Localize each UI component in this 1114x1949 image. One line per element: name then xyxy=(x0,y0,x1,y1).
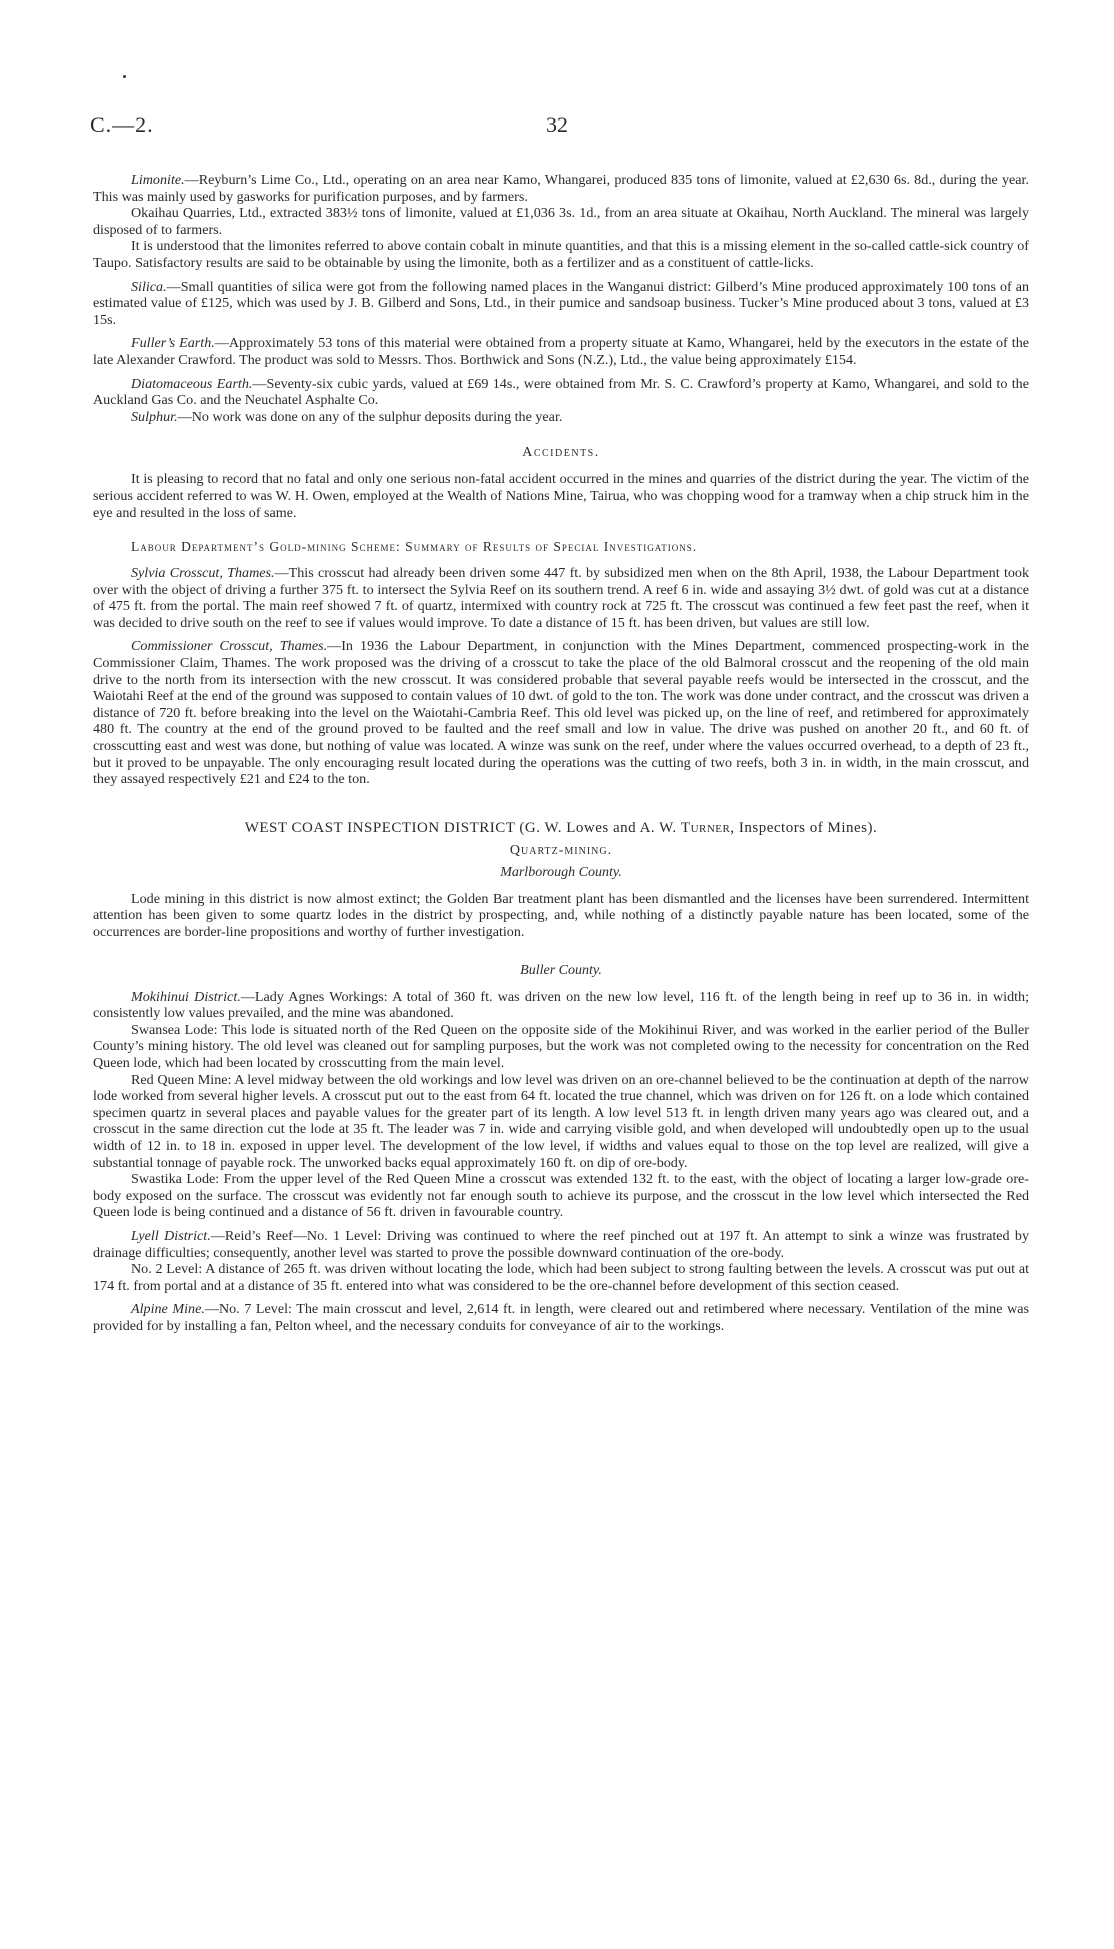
paragraph-lead: Limonite. xyxy=(131,172,185,188)
paragraph xyxy=(93,172,1029,205)
labour-scheme-section xyxy=(93,565,1029,788)
paragraph xyxy=(93,565,1029,631)
paragraph-text: It is understood that the limonites referred to above contain cobalt in minute quantities, and that this is a missing element in the so-called cattle-sick country of Taupo. Satisfactory results are said to be obtainable by using the limonite, both as a fertilizer and as a constituent of cattle-licks. xyxy=(93,238,1029,271)
paragraph-lead: Lyell District. xyxy=(131,1227,211,1244)
accidents-heading: Accidents. xyxy=(522,445,600,461)
paragraph-text: —Lady Agnes Workings: A total of 360 ft. was driven on the new low level, 116 ft. of the length being in reef up to 36 in. in width; consistently low values prevailed, and the mine was abandoned. xyxy=(93,988,1029,1022)
quartz-mining-heading: Quartz-mining. xyxy=(509,842,613,858)
paragraph-text: —Seventy-six cubic yards, valued at £69 14s., were obtained from Mr. S. C. Crawford’s property at Kamo, Whangarei, and sold to the Auckland Gas Co. and the Neuchatel Asphalte Co. xyxy=(93,375,1029,409)
paragraph xyxy=(93,205,1029,238)
paragraph xyxy=(93,1301,1029,1334)
paragraph xyxy=(93,335,1029,368)
paragraph-text: Swastika Lode: From the upper level of the Red Queen Mine a crosscut was extended 132 ft. to the east, with the object of locating a larger low-grade ore-body exposed on the surface. The crosscut was evidently not far enough south to achieve its purpose, and the crosscut in the low level which intersected the Red Queen lode is being continued and a distance of 56 ft. driven in favourable country. xyxy=(93,1171,1029,1221)
marlborough-heading: Marlborough County. xyxy=(500,864,622,880)
paragraph-lead: Sulphur. xyxy=(131,408,178,425)
paragraph xyxy=(93,1072,1029,1172)
document-reference: C.—2. xyxy=(90,112,154,137)
paragraph-text: Red Queen Mine: A level midway between the old workings and low level was driven on an ore-channel believed to be the continuation at depth of the narrow lode worked from several higher levels. A crosscut put out to the east from 64 ft. located the true channel, which was driven on for 126 ft. on a lode which contained specimen quartz in several places and payable values for the greater part of its length. A low level 513 ft. in length driven many years ago was cleared out, and a crosscut in the same direction cut the lode at 35 ft. The leader was 7 in. wide and carrying visible gold, and when developed will undoubtedly open up to the usual width of 12 in. to 18 in. exposed in upper level. The development of the low level, if widths and values equal to those on the top level are realized, will give a substantial tonnage of payable rock. The unworked backs equal approximately 160 ft. on dip of ore-body. xyxy=(93,1071,1029,1171)
paragraph xyxy=(93,638,1029,787)
paragraph-text: —Small quantities of silica were got from the following named places in the Wanganui district: Gilberd’s Mine produced approximately 100 tons of an estimated value of £125, which was used by J. B. Gilberd and Sons, Ltd., in their pumice and sandsoap business. Tucker’s Mine produced about 3 tons, valued at £3 15s. xyxy=(93,278,1029,328)
buller-heading: Buller County. xyxy=(520,962,602,978)
paragraph-text: Okaihau Quarries, Ltd., extracted 383½ tons of limonite, valued at £1,036 3s. 1d., from an area situate at Okaihau, North Auckland. The mineral was largely disposed of to farmers. xyxy=(93,205,1029,238)
paragraph-text: —Reid’s Reef—No. 1 Level: Driving was continued to where the reef pinched out at 197 ft. An attempt to sink a winze was frustrated by drainage difficulties; consequently, another level was started to prove the possible downward continuation of the ore-body. xyxy=(93,1227,1030,1261)
district-heading xyxy=(93,820,1029,837)
paragraph-lead: Silica. xyxy=(131,278,167,295)
paragraph-text: —In 1936 the Labour Department, in conjunction with the Mines Department, commenced prospecting-work in the Commissioner Claim, Thames. The work proposed was the driving of a crosscut to take the place of the old Balmoral crosscut and the reopening of the old main drive to the north from its intersection with the new crosscut. It was considered probable that several payable reefs would be intersected in the crosscut, and the Waiotahi Reef at the end of the ground was supposed to contain values of 10 dwt. of gold to the ton. The work was done under contract, and the crosscut was driven a distance of 720 ft. before breaking into the level on the Waiotahi-Cambria Reef. This old level was picked up, on the line of reef, and retimbered for approximately 480 ft. The country at the end of the ground proved to be faulted and the reef small and low in value. The drive was pushed on another 20 ft., and 60 ft. of crosscutting east and west was done, but nothing of value was located. A winze was sunk on the reef, under where the values occurred overhead, to a depth of 23 ft., but it proved to be unpayable. The only encouraging result located during the operations was the cutting of two reefs, both 3 in. in width, in the main crosscut, and they assayed respectively £21 and £24 to the ton. xyxy=(93,638,1029,788)
paragraph-text: —No work was done on any of the sulphur deposits during the year. xyxy=(177,408,563,425)
page-number: 32 xyxy=(546,112,568,137)
inspector-name: Turner xyxy=(680,819,731,836)
document-body xyxy=(93,172,1029,1334)
paragraph xyxy=(93,989,1029,1022)
paragraph xyxy=(93,1171,1029,1221)
paragraph xyxy=(93,238,1029,271)
paragraph-lead: Sylvia Crosscut, Thames. xyxy=(131,565,275,582)
buller-section xyxy=(93,989,1029,1335)
labour-scheme-heading: Labour Department’s Gold-mining Scheme: Summary of Results of Special Investigations. xyxy=(131,539,698,555)
paragraph xyxy=(93,409,1029,426)
paragraph xyxy=(93,1228,1029,1261)
district-heading-suffix: , Inspectors of Mines). xyxy=(730,819,878,836)
paragraph xyxy=(93,376,1029,409)
minerals-section xyxy=(93,172,1029,425)
paragraph-text: —No. 7 Level: The main crosscut and level, 2,614 ft. in length, were cleared out and retimbered where necessary. Ventilation of the mine was provided for by installing a fan, Pelton wheel, and the necessary conduits for conveyance of air to the workings. xyxy=(93,1301,1029,1334)
paragraph xyxy=(93,279,1029,329)
paragraph xyxy=(93,1022,1029,1072)
paragraph-text: —Reyburn’s Lime Co., Ltd., operating on an area near Kamo, Whangarei, produced 835 tons of limonite, valued at £2,630 6s. 8d., during the year. This was mainly used by gasworks for purification purposes, and by farmers. xyxy=(93,172,1029,205)
paragraph-lead: Mokihinui District. xyxy=(131,988,241,1005)
paragraph-text: —This crosscut had already been driven some 447 ft. by subsidized men when on the 8th April, 1938, the Labour Department took over with the object of driving a further 375 ft. to intersect the Sylvia Reef on its southern trend. A reef 6 in. wide and assaying 3½ dwt. of gold was cut at a distance of 475 ft. from the portal. The main reef showed 7 ft. of quartz, intermixed with country rock at 725 ft. The crosscut was continued a few feet past the reef, when it was decided to drive south on the reef to see if values would improve. To date a distance of 15 ft. has been driven, but values are still low. xyxy=(93,565,1029,631)
paragraph-lead: Commissioner Crosscut, Thames. xyxy=(131,638,328,655)
paragraph-lead: Diatomaceous Earth. xyxy=(131,375,253,392)
paragraph xyxy=(93,1261,1029,1294)
paragraph-lead: Fuller’s Earth. xyxy=(131,335,215,352)
paragraph-text: —Approximately 53 tons of this material were obtained from a property situate at Kamo, Whangarei, held by the executors in the estate of the late Alexander Crawford. The product was sold to Messrs. Thos. Borthwick and Sons (N.Z.), Ltd., the value being approximately £154. xyxy=(93,335,1029,368)
paragraph-lead: Alpine Mine. xyxy=(131,1301,205,1318)
page-speck xyxy=(123,75,126,78)
district-heading-text: WEST COAST INSPECTION DISTRICT (G. W. Lowes and A. W. xyxy=(244,819,681,836)
marlborough-paragraph: Lode mining in this district is now almost extinct; the Golden Bar treatment plant has been dismantled and the licenses have been surrendered. Intermittent attention has been given to some quartz lodes in the district by prospecting, and, while nothing of a distinctly payable nature has been located, some of the occurrences are border-line propositions and worthy of further investigation. xyxy=(93,890,1029,940)
paragraph-text: Swansea Lode: This lode is situated north of the Red Queen on the opposite side of the Mokihinui River, and was worked in the earlier period of the Buller County’s mining history. The old level was cleaned out for sampling purposes, but the work was not completed owing to the necessity for concentration on the Red Queen lode, which had been located by crosscutting from the main level. xyxy=(93,1021,1029,1071)
accidents-paragraph: It is pleasing to record that no fatal and only one serious non-fatal accident occurred in the mines and quarries of the district during the year. The victim of the serious accident referred to was W. H. Owen, employed at the Wealth of Nations Mine, Tairua, who was chopping wood for a tramway when a chip struck him in the eye and resulted in the loss of same. xyxy=(93,471,1029,521)
paragraph-text: No. 2 Level: A distance of 265 ft. was driven without locating the lode, which had been subject to strong faulting between the levels. A crosscut was put out at 174 ft. from portal and at a distance of 35 ft. entered into what was considered to be the ore-channel before development of this section ceased. xyxy=(93,1261,1029,1294)
